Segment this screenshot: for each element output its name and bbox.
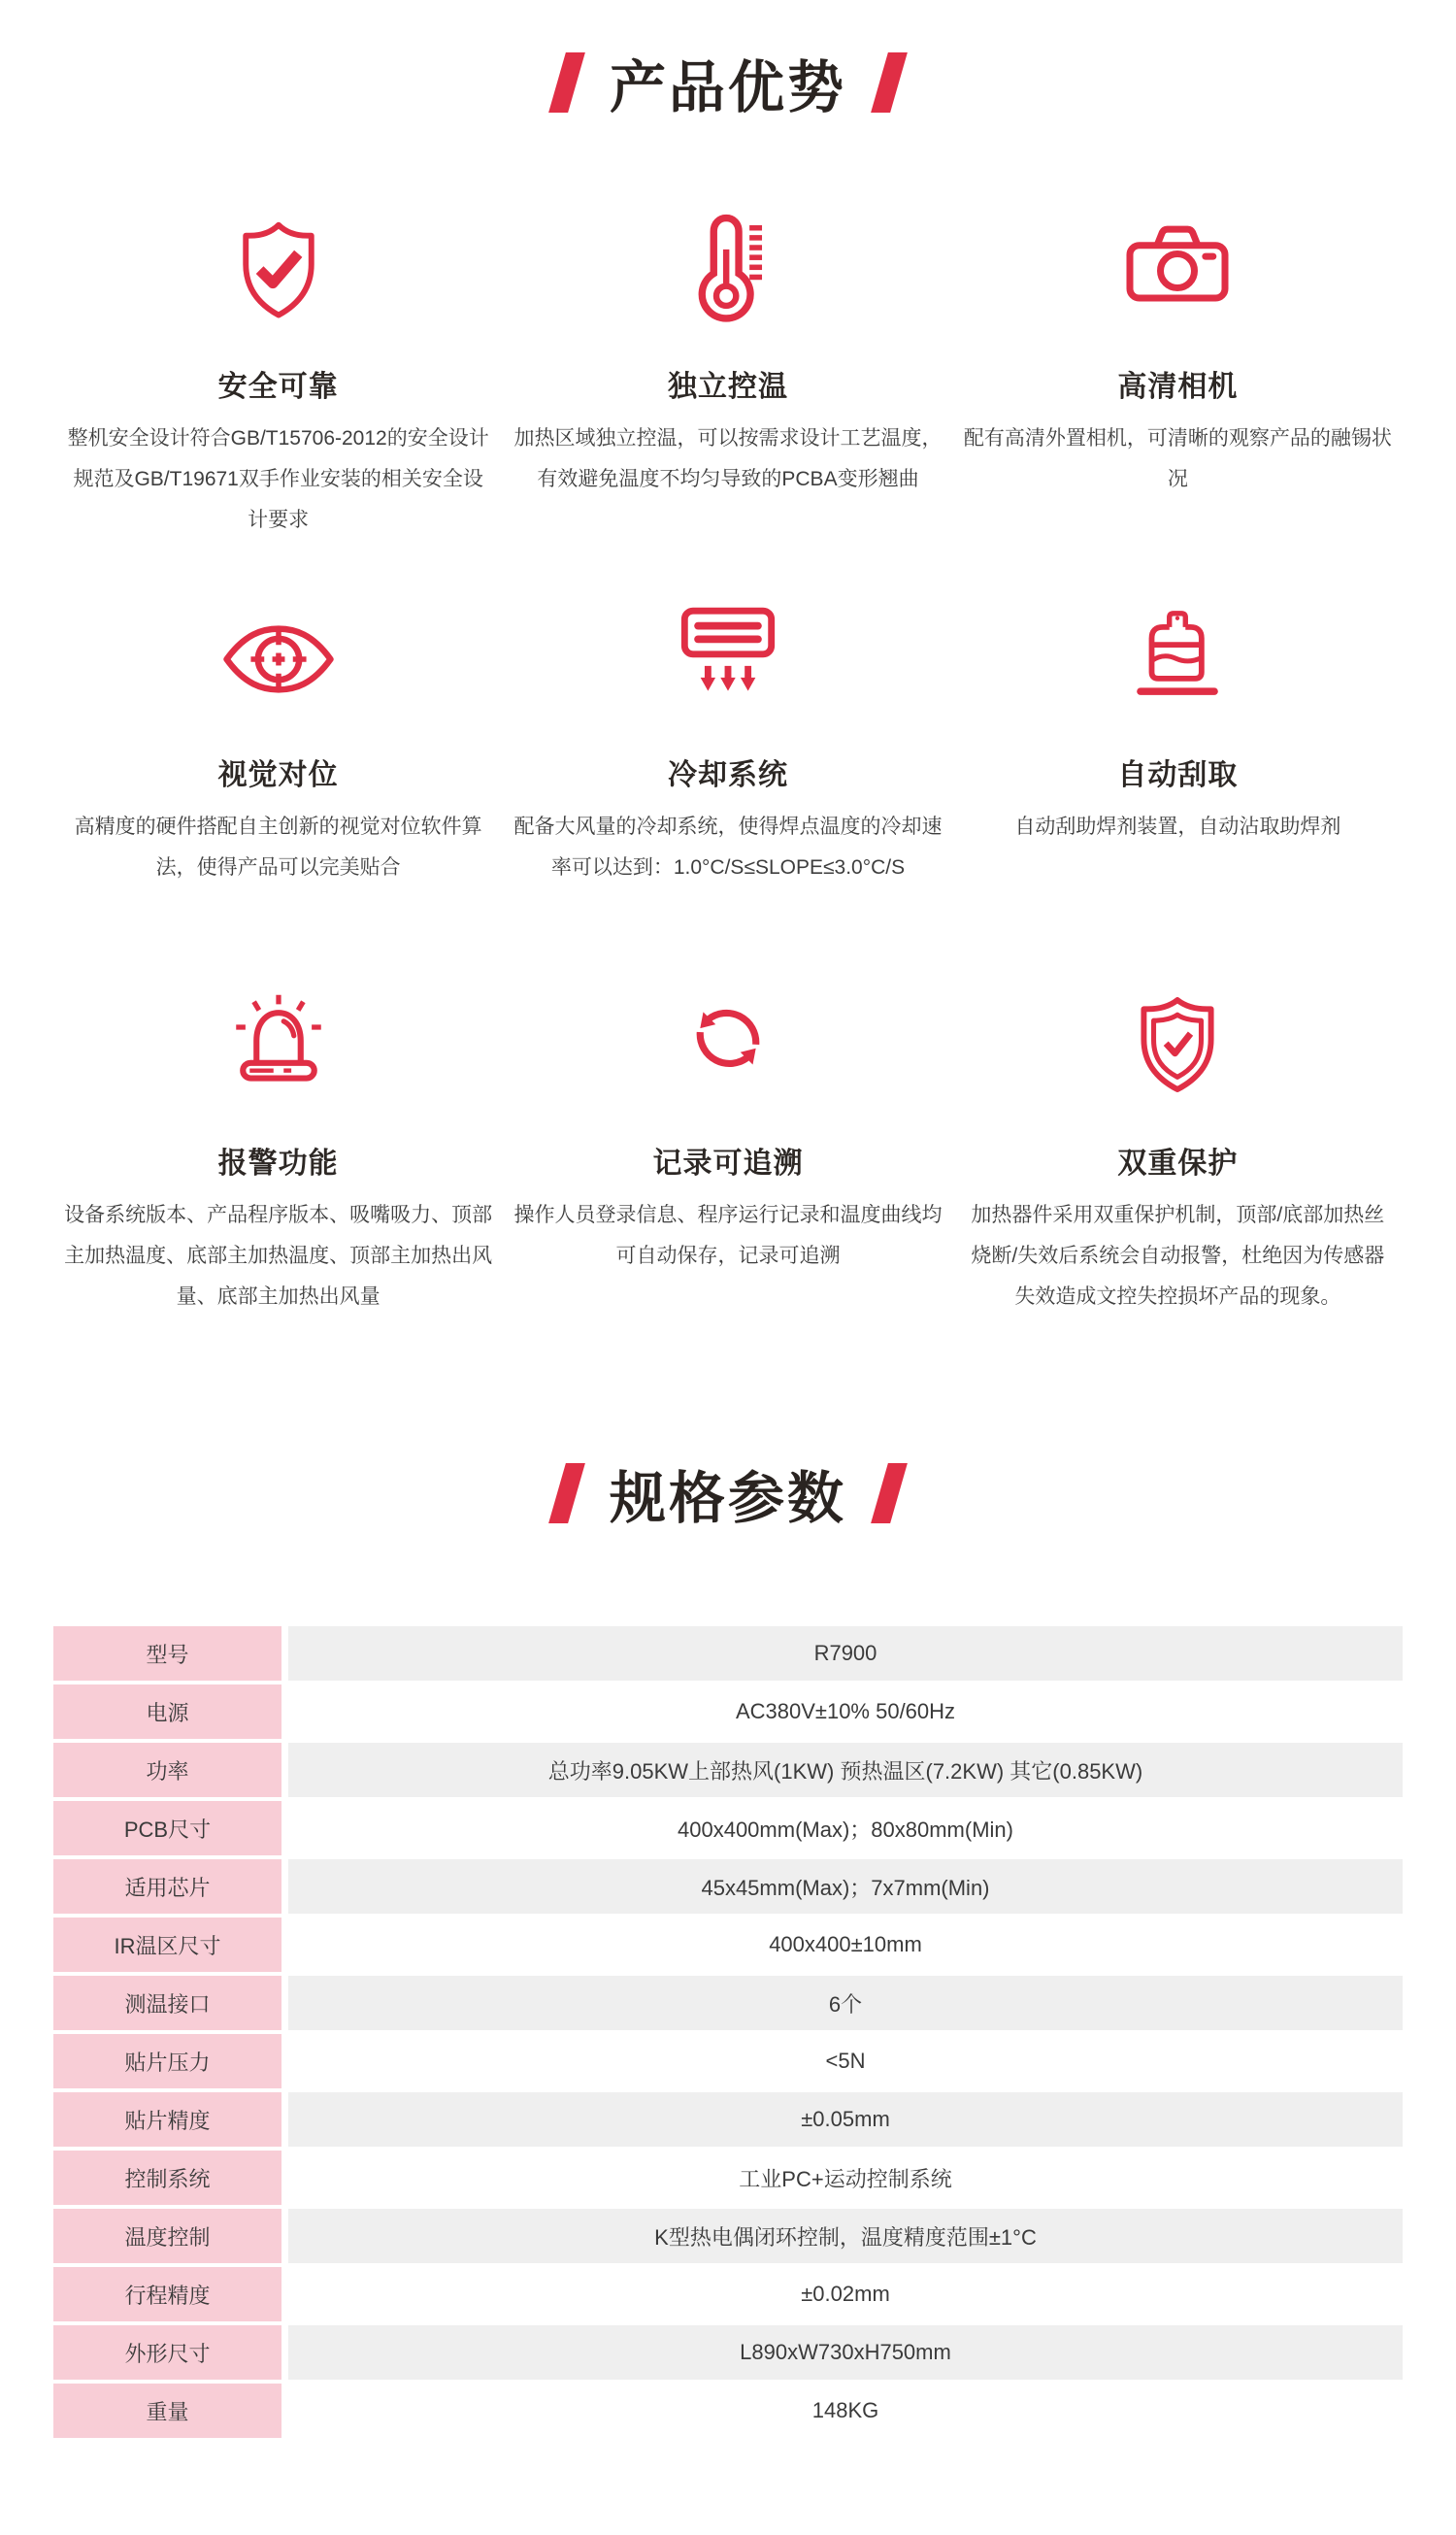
feature-title: 记录可追溯 [652,1148,804,1180]
feature-title: 视觉对位 [217,759,339,791]
spec-table [53,1626,1403,2438]
sync-arrows-icon [678,998,778,1097]
spec-row-control-system [53,2151,1403,2205]
spec-value: 400x400±10mm [288,1918,1403,1972]
spec-row-pcb-size [53,1801,1403,1855]
eye-target-icon [221,602,336,717]
spec-label: IR温区尺寸 [53,1918,281,1972]
spec-value: ±0.02mm [288,2267,1403,2321]
spec-row-ir-zone [53,1918,1403,1972]
red-slash-left [548,52,585,113]
feature-desc: 加热器件采用双重保护机制，顶部/底部加热丝烧断/失效后系统会自动报警，杜绝因为传感器失效造成文控失控损坏产品的现象。 [971,1204,1385,1308]
product-advantages-section [0,44,1456,1372]
feature-desc: 加热区域独立控温，可以按需求设计工艺温度，有效避免温度不均匀导致的PCBA变形翘曲 [513,427,943,490]
spec-row-mount-precision [53,2092,1403,2147]
spec-row-travel-precision [53,2267,1403,2321]
specs-title-block [0,1454,1456,1532]
feature-title: 独立控温 [667,371,788,403]
spec-value: K型热电偶闭环控制，温度精度范围±1°C [288,2209,1403,2263]
feature-card-vision-alignment [53,595,503,984]
feature-card-hd-camera [953,207,1403,595]
red-slash-right [871,52,908,113]
feature-card-traceable-records [503,984,952,1372]
specifications-section [0,1454,1456,2438]
spec-label: 功率 [53,1743,281,1797]
feature-desc: 设备系统版本、产品程序版本、吸嘴吸力、顶部主加热温度、底部主加热温度、顶部主加热出风量、底部主加热出风量 [64,1204,493,1308]
feature-desc: 操作人员登录信息、程序运行记录和温度曲线均可自动保存，记录可追溯 [513,1204,943,1267]
spec-value: 工业PC+运动控制系统 [288,2151,1403,2205]
red-slash-right [871,1463,908,1523]
spec-row-dimensions [53,2325,1403,2380]
spec-value: ±0.05mm [288,2092,1403,2147]
spec-value: 148KG [288,2384,1403,2438]
spec-label: 测温接口 [53,1976,281,2030]
spec-row-model [53,1626,1403,1681]
spec-label: PCB尺寸 [53,1801,281,1855]
features-grid [53,207,1403,1372]
feature-card-temp-control [503,207,952,595]
feature-desc: 配备大风量的冷却系统，使得焊点温度的冷却速率可以达到：1.0°C/S≤SLOPE≤3.0°C/S [513,816,943,879]
thermometer-icon [671,212,785,330]
spec-value: 400x400mm(Max)；80x80mm(Min) [288,1801,1403,1855]
feature-card-alarm [53,984,503,1372]
feature-title: 双重保护 [1117,1148,1239,1180]
spec-value: R7900 [288,1626,1403,1681]
double-shield-icon [1125,990,1230,1105]
spec-row-temp-ports [53,1976,1403,2030]
feature-desc: 自动刮助焊剂装置，自动沾取助焊剂 [1014,816,1341,838]
spec-label: 适用芯片 [53,1859,281,1914]
feature-title: 冷却系统 [667,759,788,791]
feature-title: 报警功能 [217,1148,339,1180]
spec-label: 重量 [53,2384,281,2438]
feature-desc: 整机安全设计符合GB/T15706-2012的安全设计规范及GB/T19671双手作业安装的相关安全设计要求 [67,427,489,531]
feature-title: 自动刮取 [1117,759,1239,791]
spec-value: 总功率9.05KW上部热风(1KW) 预热温区(7.2KW) 其它(0.85KW) [288,1743,1403,1797]
spec-row-chip-size [53,1859,1403,1914]
feature-title: 安全可靠 [217,371,339,403]
spec-label: 行程精度 [53,2267,281,2321]
feature-card-safety [53,207,503,595]
spec-value: <5N [288,2034,1403,2088]
spec-row-weight [53,2384,1403,2438]
red-slash-left [548,1463,585,1523]
spec-label: 贴片精度 [53,2092,281,2147]
feature-card-double-protection [953,984,1403,1372]
spec-value: AC380V±10% 50/60Hz [288,1684,1403,1739]
spec-label: 控制系统 [53,2151,281,2205]
spec-label: 外形尺寸 [53,2325,281,2380]
feature-desc: 高精度的硬件搭配自主创新的视觉对位软件算法，使得产品可以完美贴合 [74,816,482,879]
spec-value: 6个 [288,1976,1403,2030]
advantages-title: 产品优势 [609,56,846,119]
feature-title: 高清相机 [1117,371,1239,403]
cooling-vents-icon [675,602,781,717]
advantages-title-block [0,44,1456,121]
shield-check-icon [226,215,331,327]
spec-row-power [53,1743,1403,1797]
spec-label: 电源 [53,1684,281,1739]
camera-icon [1119,217,1236,325]
spec-label: 型号 [53,1626,281,1681]
flux-brush-icon [1126,602,1229,717]
spec-row-power-supply [53,1684,1403,1739]
alarm-siren-icon [224,991,333,1104]
spec-label: 贴片压力 [53,2034,281,2088]
spec-row-mount-pressure [53,2034,1403,2088]
spec-value: 45x45mm(Max)；7x7mm(Min) [288,1859,1403,1914]
feature-card-auto-scrape [953,595,1403,984]
specs-title: 规格参数 [609,1467,846,1530]
spec-row-temp-control [53,2209,1403,2263]
feature-desc: 配有高清外置相机，可清晰的观察产品的融锡状况 [963,427,1392,490]
spec-value: L890xW730xH750mm [288,2325,1403,2380]
spec-label: 温度控制 [53,2209,281,2263]
feature-card-cooling-system [503,595,952,984]
